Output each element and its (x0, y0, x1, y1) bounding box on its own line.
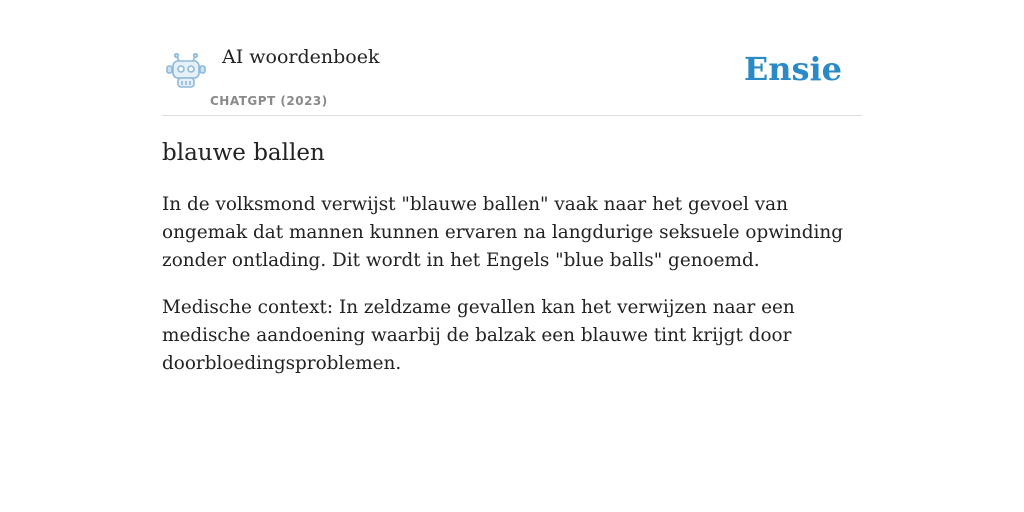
ensie-logo[interactable]: Ensie (743, 50, 842, 88)
source-title: AI woordenboek (222, 46, 380, 68)
entry-header (162, 40, 862, 116)
entry-term: blauwe ballen (162, 140, 325, 166)
definition-paragraph: In de volksmond verwijst "blauwe ballen" vaak naar het gevoel van ongemak dat mannen kunnen ervaren na langdurige seksuele opwinding zonder ontlading. Dit wordt in het Engels "blue balls" genoemd. (162, 194, 843, 271)
definition-paragraph: Medische context: In zeldzame gevallen kan het verwijzen naar een medische aandoening waarbij de balzak een blauwe tint krijgt door doorbloedingsproblemen. (162, 297, 795, 374)
dictionary-entry-card (162, 40, 862, 378)
source-subtitle: CHATGPT (2023) (210, 94, 328, 108)
robot-icon (166, 53, 206, 89)
